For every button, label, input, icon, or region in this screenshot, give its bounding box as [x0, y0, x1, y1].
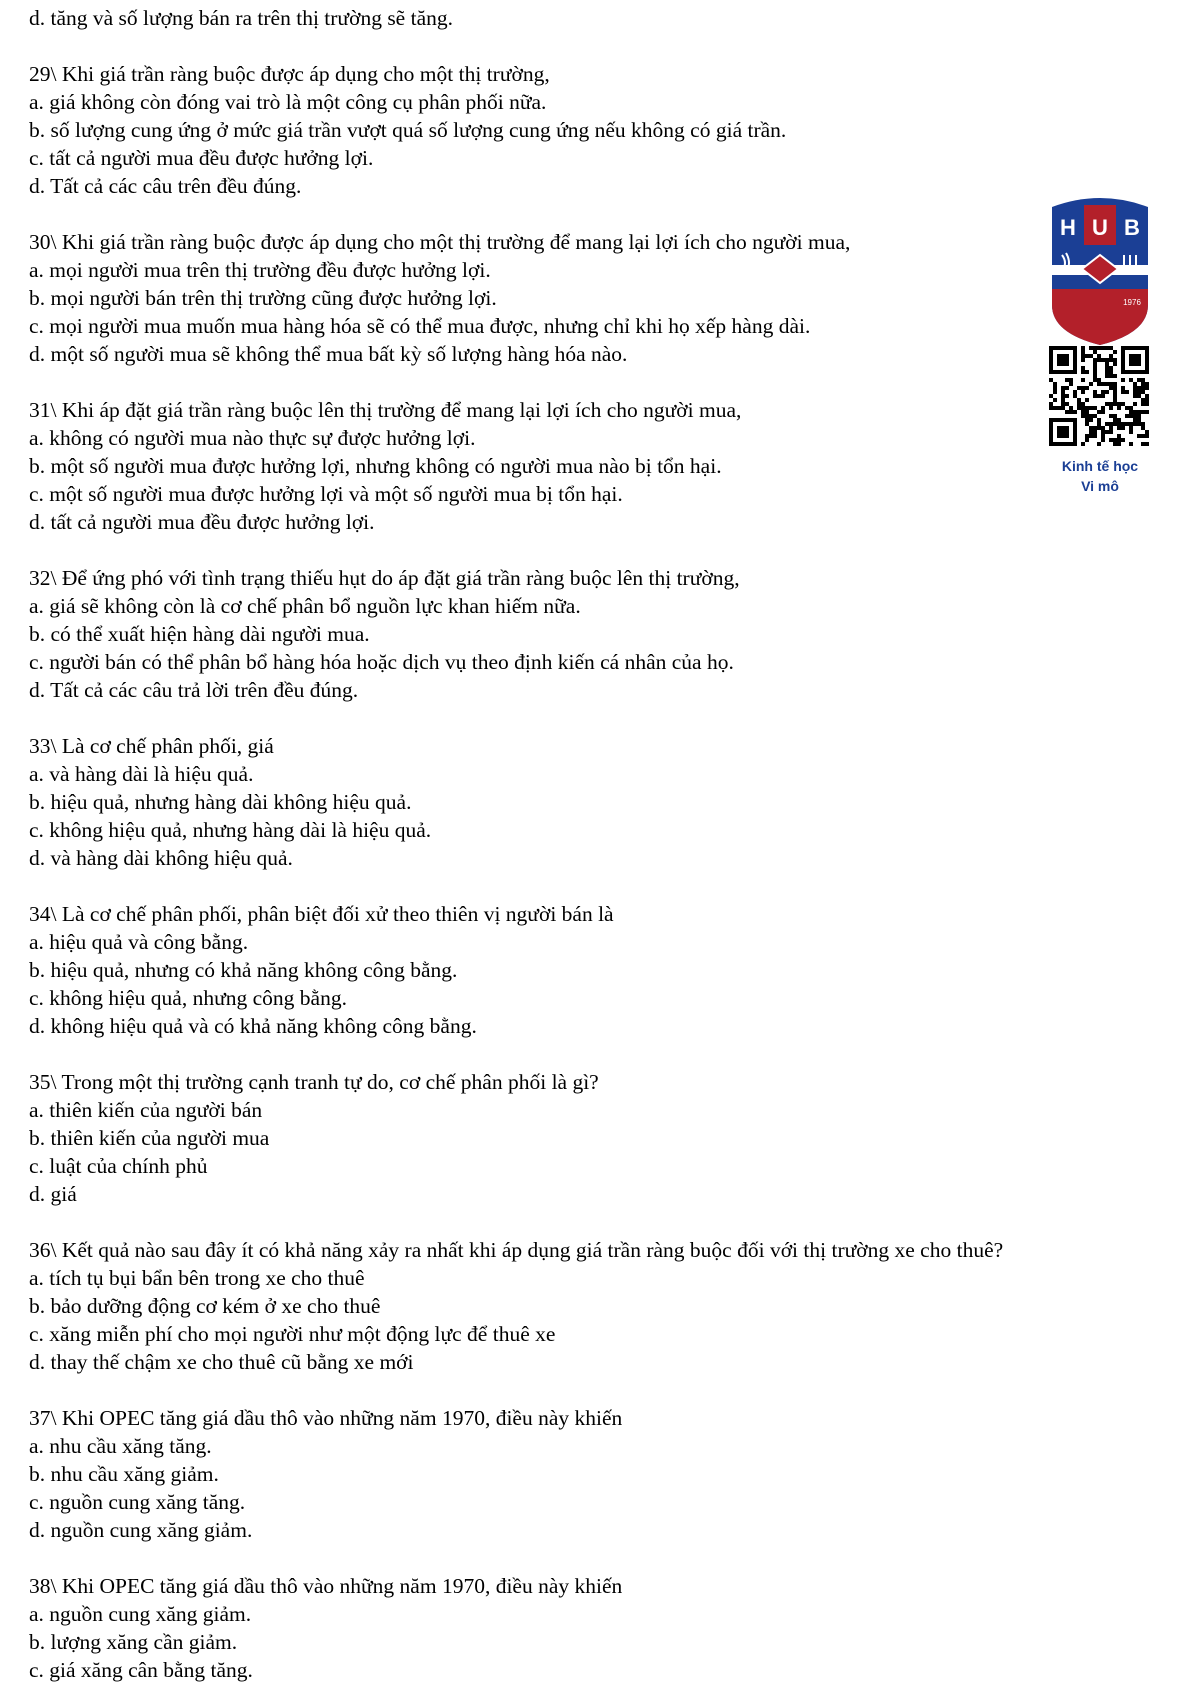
answer-line: d. không hiệu quả và có khả năng không công bằng. [29, 1014, 477, 1038]
hub-logo [1048, 193, 1152, 345]
question-line: 31\ Khi áp đặt giá trần ràng buộc lên thị trường để mang lại lợi ích cho người mua, [29, 398, 742, 422]
hub-year: 1976 [1123, 298, 1141, 307]
answer-line: c. không hiệu quả, nhưng công bằng. [29, 986, 347, 1010]
question-line: 33\ Là cơ chế phân phối, giá [29, 734, 274, 758]
answer-line: a. mọi người mua trên thị trường đều được hưởng lợi. [29, 258, 491, 282]
answer-line: d. giá [29, 1182, 77, 1206]
answer-line: a. và hàng dài là hiệu quả. [29, 762, 254, 786]
answer-line: b. hiệu quả, nhưng hàng dài không hiệu quả. [29, 790, 412, 814]
answer-line: b. số lượng cung ứng ở mức giá trần vượt quá số lượng cung ứng nếu không có giá trần. [29, 118, 787, 142]
answer-line: a. không có người mua nào thực sự được hưởng lợi. [29, 426, 476, 450]
answer-line: a. hiệu quả và công bằng. [29, 930, 249, 954]
answer-line: a. nhu cầu xăng tăng. [29, 1434, 212, 1458]
qr-code[interactable] [1049, 346, 1149, 446]
answer-line: c. giá xăng cân bằng tăng. [29, 1658, 253, 1682]
answer-line: b. lượng xăng cần giảm. [29, 1630, 238, 1654]
question-line: 36\ Kết quả nào sau đây ít có khả năng xảy ra nhất khi áp dụng giá trần ràng buộc đối với thị trường xe cho thuê? [29, 1238, 1004, 1262]
answer-line: a. thiên kiến của người bán [29, 1098, 263, 1122]
answer-line: c. không hiệu quả, nhưng hàng dài là hiệu quả. [29, 818, 432, 842]
hub-letter-u: U [1092, 215, 1108, 240]
answer-line: d. Tất cả các câu trên đều đúng. [29, 174, 302, 198]
answer-line: b. thiên kiến của người mua [29, 1126, 270, 1150]
answer-line: b. mọi người bán trên thị trường cũng được hưởng lợi. [29, 286, 497, 310]
question-line: 32\ Để ứng phó với tình trạng thiếu hụt do áp đặt giá trần ràng buộc lên thị trường, [29, 566, 740, 590]
answer-line: c. luật của chính phủ [29, 1154, 208, 1178]
answer-line: b. nhu cầu xăng giảm. [29, 1462, 219, 1486]
answer-line: c. người bán có thể phân bổ hàng hóa hoặc dịch vụ theo định kiến cá nhân của họ. [29, 650, 734, 674]
answer-line: d. tăng và số lượng bán ra trên thị trường sẽ tăng. [29, 6, 453, 30]
answer-line: b. có thể xuất hiện hàng dài người mua. [29, 622, 370, 646]
answer-line: d. và hàng dài không hiệu quả. [29, 846, 293, 870]
answer-line: b. bảo dưỡng động cơ kém ở xe cho thuê [29, 1294, 381, 1318]
question-line: 30\ Khi giá trần ràng buộc được áp dụng cho một thị trường để mang lại lợi ích cho người mua, [29, 230, 851, 254]
answer-line: c. nguồn cung xăng tăng. [29, 1490, 246, 1514]
brand-caption [1040, 456, 1160, 496]
answer-line: d. tất cả người mua đều được hưởng lợi. [29, 510, 375, 534]
answer-line: b. hiệu quả, nhưng có khả năng không công bằng. [29, 958, 458, 982]
brand-title: Kinh tế học [1061, 458, 1139, 474]
answer-line: a. tích tụ bụi bẩn bên trong xe cho thuê [29, 1266, 365, 1290]
answer-line: c. mọi người mua muốn mua hàng hóa sẽ có thể mua được, nhưng chỉ khi họ xếp hàng dài. [29, 314, 811, 338]
answer-line: a. nguồn cung xăng giảm. [29, 1602, 252, 1626]
question-line: 34\ Là cơ chế phân phối, phân biệt đối xử theo thiên vị người bán là [29, 902, 614, 926]
answer-line: d. Tất cả các câu trả lời trên đều đúng. [29, 678, 359, 702]
answer-line: d. một số người mua sẽ không thể mua bất kỳ số lượng hàng hóa nào. [29, 342, 628, 366]
answer-line: d. thay thế chậm xe cho thuê cũ bằng xe mới [29, 1350, 414, 1374]
question-line: 38\ Khi OPEC tăng giá dầu thô vào những năm 1970, điều này khiến [29, 1574, 623, 1598]
answer-line: d. nguồn cung xăng giảm. [29, 1518, 253, 1542]
answer-line: b. một số người mua được hưởng lợi, nhưng không có người mua nào bị tổn hại. [29, 454, 722, 478]
answer-line: c. xăng miễn phí cho mọi người như một động lực để thuê xe [29, 1322, 556, 1346]
hub-letter-h: H [1060, 215, 1076, 240]
question-line: 35\ Trong một thị trường cạnh tranh tự do, cơ chế phân phối là gì? [29, 1070, 599, 1094]
question-line: 37\ Khi OPEC tăng giá dầu thô vào những năm 1970, điều này khiến [29, 1406, 623, 1430]
answer-line: a. giá sẽ không còn là cơ chế phân bổ nguồn lực khan hiếm nữa. [29, 594, 581, 618]
question-line: 29\ Khi giá trần ràng buộc được áp dụng cho một thị trường, [29, 62, 550, 86]
brand-subtitle: Vi mô [1081, 478, 1119, 494]
answer-line: a. giá không còn đóng vai trò là một công cụ phân phối nữa. [29, 90, 547, 114]
answer-line: c. một số người mua được hưởng lợi và một số người mua bị tổn hại. [29, 482, 623, 506]
document-page [29, 4, 1159, 1684]
answer-line: c. tất cả người mua đều được hưởng lợi. [29, 146, 374, 170]
hub-letter-b: B [1124, 215, 1140, 240]
